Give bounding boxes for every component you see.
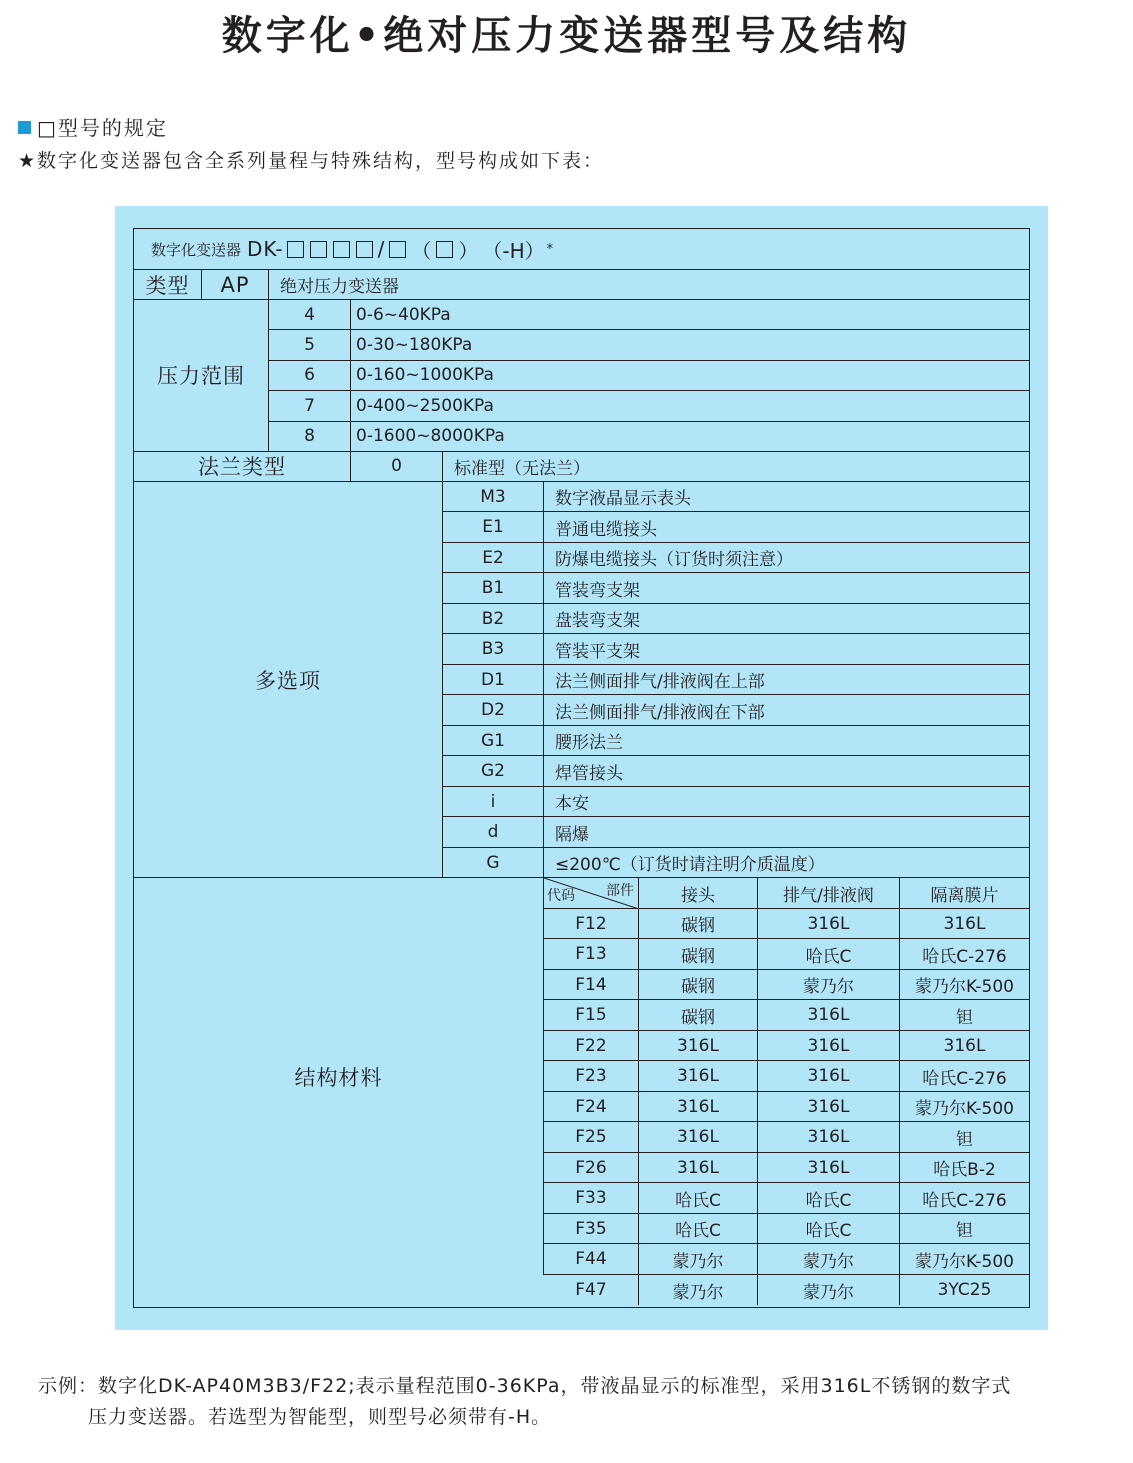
code-box-2 xyxy=(310,241,327,258)
material-joint: 316L xyxy=(639,1092,758,1123)
option-code: B3 xyxy=(443,634,544,665)
material-code: F33 xyxy=(544,1183,639,1214)
option-desc: 焊管接头 xyxy=(544,756,1029,787)
code-box-6 xyxy=(436,241,453,258)
material-diaphragm: 蒙乃尔K-500 xyxy=(900,1092,1029,1123)
option-code: E1 xyxy=(443,512,544,543)
material-joint: 哈氏C xyxy=(639,1183,758,1214)
option-desc: 腰形法兰 xyxy=(544,726,1029,757)
option-code: B2 xyxy=(443,604,544,635)
material-diaphragm: 哈氏C-276 xyxy=(900,939,1029,970)
type-code: AP xyxy=(202,270,269,300)
range-code: 4 xyxy=(269,300,351,330)
material-col-valve: 排气/排液阀 xyxy=(758,878,900,909)
code-box-3 xyxy=(333,241,350,258)
option-code: M3 xyxy=(443,482,544,513)
option-desc: 本安 xyxy=(544,787,1029,818)
option-desc: 管装平支架 xyxy=(544,634,1029,665)
flange-code: 0 xyxy=(351,452,443,482)
code-box-5 xyxy=(389,241,406,258)
material-valve: 哈氏C xyxy=(758,1214,900,1245)
header-slash: / xyxy=(377,237,385,261)
material-code: F12 xyxy=(544,909,639,940)
option-code: G2 xyxy=(443,756,544,787)
option-code: d xyxy=(443,817,544,848)
material-code: F44 xyxy=(544,1244,639,1275)
material-valve: 哈氏C xyxy=(758,1183,900,1214)
material-diaphragm: 钽 xyxy=(900,1122,1029,1153)
material-diag-header xyxy=(544,878,639,909)
range-code: 5 xyxy=(269,330,351,360)
material-valve: 哈氏C xyxy=(758,939,900,970)
material-valve: 316L xyxy=(758,1092,900,1123)
range-value: 0-160~1000KPa xyxy=(351,361,1029,391)
range-value: 0-30~180KPa xyxy=(351,330,1029,360)
material-valve: 蒙乃尔 xyxy=(758,970,900,1001)
option-code: B1 xyxy=(443,573,544,604)
material-valve: 316L xyxy=(758,909,900,940)
header-suffix: （-H） xyxy=(482,238,545,263)
option-desc: 管装弯支架 xyxy=(544,573,1029,604)
material-diaphragm: 钽 xyxy=(900,1214,1029,1245)
material-joint: 蒙乃尔 xyxy=(639,1244,758,1275)
option-code: D2 xyxy=(443,695,544,726)
material-code: F25 xyxy=(544,1122,639,1153)
material-code: F22 xyxy=(544,1031,639,1062)
option-desc: 数字液晶显示表头 xyxy=(544,482,1029,513)
option-desc: 法兰侧面排气/排液阀在下部 xyxy=(544,695,1029,726)
example-line-2: 压力变送器。若选型为智能型，则型号必须带有-H。 xyxy=(88,1406,552,1428)
flange-desc: 标准型（无法兰） xyxy=(443,452,1029,482)
section-heading xyxy=(18,112,168,141)
code-box-4 xyxy=(356,241,373,258)
diag-top-label: 部件 xyxy=(606,883,634,900)
material-valve: 蒙乃尔 xyxy=(758,1275,900,1306)
header-prefix: 数字化变送器 xyxy=(151,240,242,259)
material-joint: 哈氏C xyxy=(639,1214,758,1245)
material-joint: 碳钢 xyxy=(639,909,758,940)
material-code: F26 xyxy=(544,1153,639,1184)
material-code: F35 xyxy=(544,1214,639,1245)
material-joint: 碳钢 xyxy=(639,970,758,1001)
material-valve: 316L xyxy=(758,1061,900,1092)
example-line-1: 示例：数字化DK-AP40M3B3/F22;表示量程范围0-36KPa，带液晶显示的标准型，采用316L不锈钢的数字式 xyxy=(38,1375,1012,1397)
material-diaphragm: 钽 xyxy=(900,1000,1029,1031)
header-paren-open: （ xyxy=(411,238,432,263)
model-table xyxy=(133,228,1030,1308)
section-heading-text: □型号的规定 xyxy=(37,116,168,140)
material-code: F15 xyxy=(544,1000,639,1031)
option-desc: ≤200℃（订货时请注明介质温度） xyxy=(544,848,1029,879)
type-desc: 绝对压力变送器 xyxy=(269,270,1029,300)
material-diaphragm: 3YC25 xyxy=(937,1280,992,1301)
option-code: E2 xyxy=(443,543,544,574)
material-label: 结构材料 xyxy=(134,878,544,1275)
flange-label: 法兰类型 xyxy=(134,452,351,482)
material-valve: 316L xyxy=(758,1153,900,1184)
material-diaphragm: 316L xyxy=(900,909,1029,940)
material-joint: 蒙乃尔 xyxy=(639,1275,758,1306)
material-code: F23 xyxy=(544,1061,639,1092)
type-label: 类型 xyxy=(134,270,202,300)
material-valve: 316L xyxy=(758,1122,900,1153)
material-diaphragm: 哈氏C-276 xyxy=(900,1183,1029,1214)
option-desc: 防爆电缆接头（订货时须注意） xyxy=(544,543,1029,574)
material-valve: 316L xyxy=(758,1000,900,1031)
material-valve: 蒙乃尔 xyxy=(758,1244,900,1275)
range-value: 0-1600~8000KPa xyxy=(351,422,1029,452)
range-value: 0-400~2500KPa xyxy=(351,391,1029,421)
material-diaphragm: 哈氏B-2 xyxy=(900,1153,1029,1184)
option-desc: 法兰侧面排气/排液阀在上部 xyxy=(544,665,1029,696)
option-code: i xyxy=(443,787,544,818)
range-code: 6 xyxy=(269,361,351,391)
material-diaphragm: 蒙乃尔K-500 xyxy=(900,1244,1029,1275)
option-code: G xyxy=(443,848,544,879)
option-code: D1 xyxy=(443,665,544,696)
material-code: F14 xyxy=(544,970,639,1001)
material-joint: 316L xyxy=(639,1061,758,1092)
material-code: F24 xyxy=(544,1092,639,1123)
material-joint: 碳钢 xyxy=(639,1000,758,1031)
intro-text: ★数字化变送器包含全系列量程与特殊结构，型号构成如下表： xyxy=(18,150,605,172)
material-code: F47 xyxy=(544,1275,639,1306)
option-desc: 普通电缆接头 xyxy=(544,512,1029,543)
page-title: 数字化•绝对压力变送器型号及结构 xyxy=(221,13,912,59)
range-label: 压力范围 xyxy=(134,300,269,452)
option-code: G1 xyxy=(443,726,544,757)
header-dk: DK- xyxy=(247,237,284,261)
options-label: 多选项 xyxy=(134,482,443,879)
model-code-header xyxy=(134,229,1029,270)
material-valve: 316L xyxy=(758,1031,900,1062)
material-col-joint: 接头 xyxy=(639,878,758,909)
header-paren-close: ） xyxy=(458,238,479,263)
range-code: 7 xyxy=(269,391,351,421)
header-star: * xyxy=(546,241,554,257)
range-value: 0-6~40KPa xyxy=(351,300,1029,330)
material-joint: 316L xyxy=(639,1031,758,1062)
material-joint: 316L xyxy=(639,1153,758,1184)
diag-bottom-label: 代码 xyxy=(547,887,575,904)
range-code: 8 xyxy=(269,422,351,452)
material-joint: 316L xyxy=(639,1122,758,1153)
material-diaphragm: 316L xyxy=(900,1031,1029,1062)
material-col-diaphragm: 隔离膜片 xyxy=(900,878,1029,909)
blue-square-icon xyxy=(18,121,31,134)
material-diaphragm: 蒙乃尔K-500 xyxy=(900,970,1029,1001)
material-code: F13 xyxy=(544,939,639,970)
option-desc: 隔爆 xyxy=(544,817,1029,848)
material-joint: 碳钢 xyxy=(639,939,758,970)
option-desc: 盘装弯支架 xyxy=(544,604,1029,635)
material-diaphragm: 哈氏C-276 xyxy=(900,1061,1029,1092)
code-box-1 xyxy=(287,241,304,258)
example-note xyxy=(38,1371,1011,1433)
